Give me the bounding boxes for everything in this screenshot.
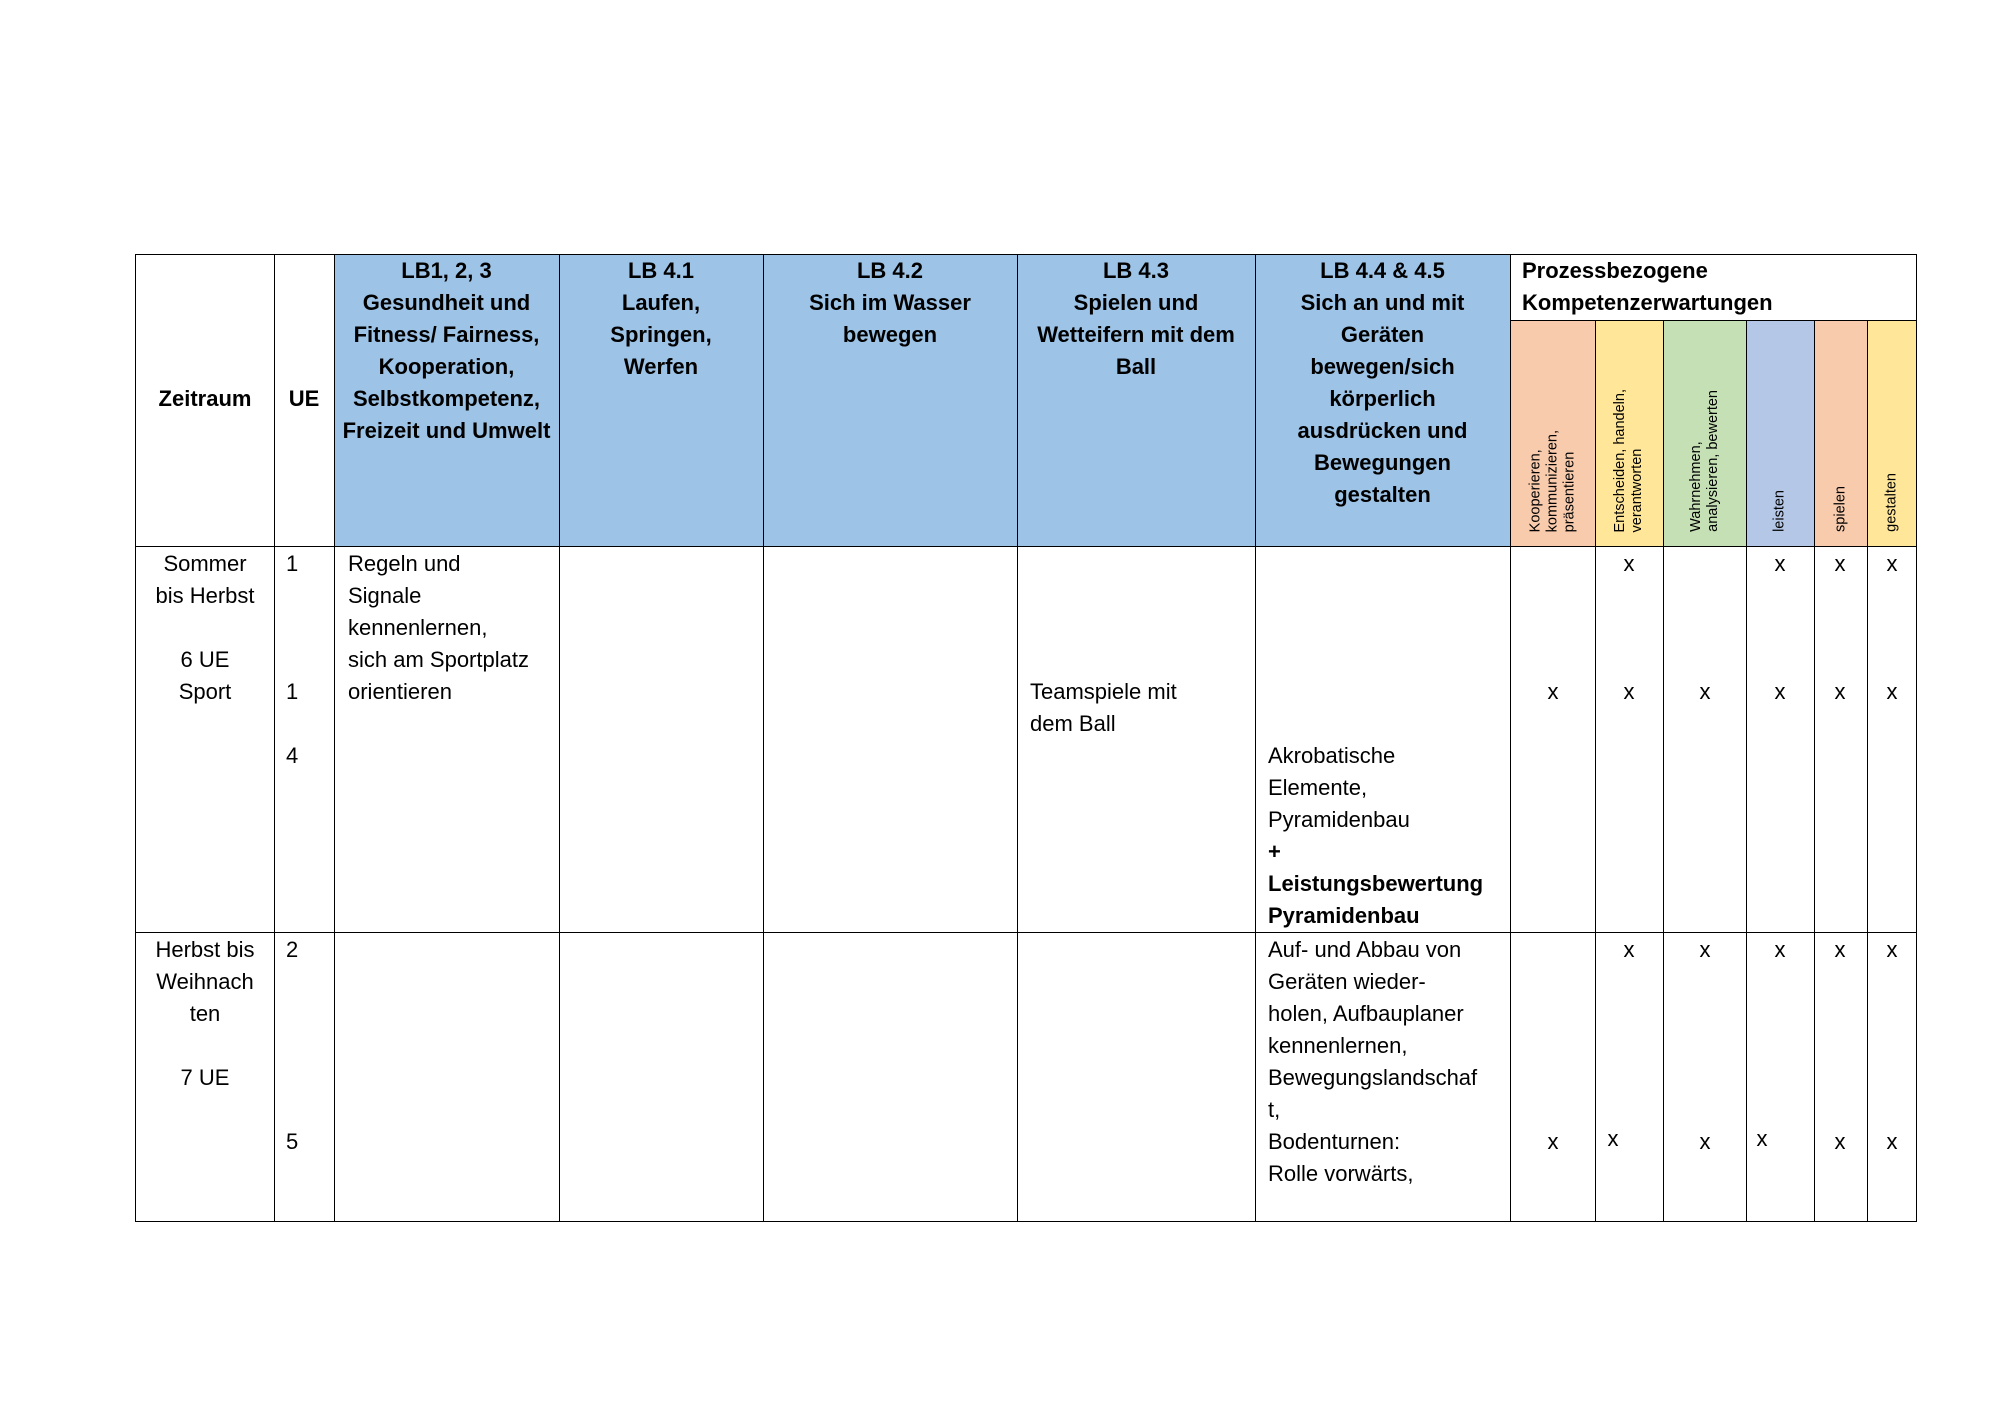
row2-mark-leisten-2: x (1756, 1126, 1768, 1151)
row1-lb445-bold-text: + Leistungsbewertung Pyramidenbau (1268, 839, 1484, 928)
row2-ue-2: 5 (286, 1129, 299, 1154)
komp-label-gestalten: gestalten (1883, 473, 1899, 532)
header-lb43: LB 4.3 Spielen und Wetteifern mit dem Ball (1037, 258, 1235, 379)
row1-ue-1: 1 (286, 551, 299, 576)
row2-ue-1: 2 (286, 937, 299, 962)
komp-label-leisten: leisten (1771, 490, 1788, 532)
header-lb1: LB1, 2, 3 Gesundheit und Fitness/ Fairness, Kooperation, Selbstkompetenz, Freizeit und Umwelt (342, 258, 551, 443)
row2-mark-wahrnehmen-2: x (1699, 1129, 1711, 1154)
row2-mark-entscheiden-2: x (1607, 1126, 1619, 1151)
row1-lb43-text: Teamspiele mit dem Ball (1030, 679, 1177, 736)
row2-mark-wahrnehmen-1: x (1699, 937, 1711, 962)
row1-lb445-text: Akrobatische Elemente, Pyramidenbau (1268, 743, 1410, 832)
row1-lb1-text: Regeln und Signale kennenlernen, sich am Sportplatz orientieren (348, 551, 529, 704)
row2-zeitraum: Herbst bis Weihnach ten 7 UE (155, 937, 255, 1090)
row2-mark-spielen-2: x (1834, 1129, 1846, 1154)
row1-mark-wahrnehmen-2: x (1699, 679, 1711, 704)
header-zeitraum: Zeitraum (158, 386, 252, 411)
header-lb445: LB 4.4 & 4.5 Sich an und mit Geräten bewegen/sich körperlich ausdrücken und Bewegungen gestalten (1297, 258, 1468, 507)
row1-mark-gestalten-2: x (1886, 679, 1898, 704)
row1-zeitraum: Sommer bis Herbst 6 UE Sport (155, 551, 255, 704)
row1-mark-spielen-2: x (1834, 679, 1846, 704)
row1-mark-leisten-2: x (1774, 679, 1786, 704)
header-lb41: LB 4.1 Laufen, Springen, Werfen (610, 258, 712, 379)
row1-mark-kooperieren-2: x (1547, 679, 1559, 704)
komp-label-wahrnehmen: Wahrnehmen, analysieren, bewerten (1687, 390, 1721, 532)
row1-mark-gestalten-1: x (1886, 551, 1898, 576)
row1-mark-leisten-1: x (1774, 551, 1786, 576)
komp-label-kooperieren: Kooperieren, kommunizieren, präsentieren (1527, 429, 1577, 532)
row2-lb445-text: Auf- und Abbau von Geräten wieder- holen, Aufbauplaner kennenlernen, Bewegungslandschaf t, Bodenturnen: Rolle vorwärts, (1268, 937, 1478, 1186)
komp-label-spielen: spielen (1832, 486, 1848, 532)
row2-mark-entscheiden-1: x (1623, 937, 1635, 962)
row1-ue-2: 1 (286, 679, 299, 704)
header-lb42: LB 4.2 Sich im Wasser bewegen (809, 258, 971, 347)
row1-mark-entscheiden-2: x (1623, 679, 1635, 704)
header-prozess: Prozessbezogene Kompetenzerwartungen (1522, 258, 1773, 315)
row1-mark-entscheiden-1: x (1623, 551, 1635, 576)
row2-mark-gestalten-1: x (1886, 937, 1898, 962)
row1-ue-3: 4 (286, 743, 299, 768)
row2-mark-gestalten-2: x (1886, 1129, 1898, 1154)
row2-mark-leisten-1: x (1774, 937, 1786, 962)
header-ue: UE (288, 386, 320, 411)
row2-mark-spielen-1: x (1834, 937, 1846, 962)
row1-mark-spielen-1: x (1834, 551, 1846, 576)
row2-mark-kooperieren-2: x (1547, 1129, 1559, 1154)
curriculum-table (135, 254, 1917, 1222)
komp-label-entscheiden: Entscheiden, handeln, verantworten (1612, 388, 1645, 532)
